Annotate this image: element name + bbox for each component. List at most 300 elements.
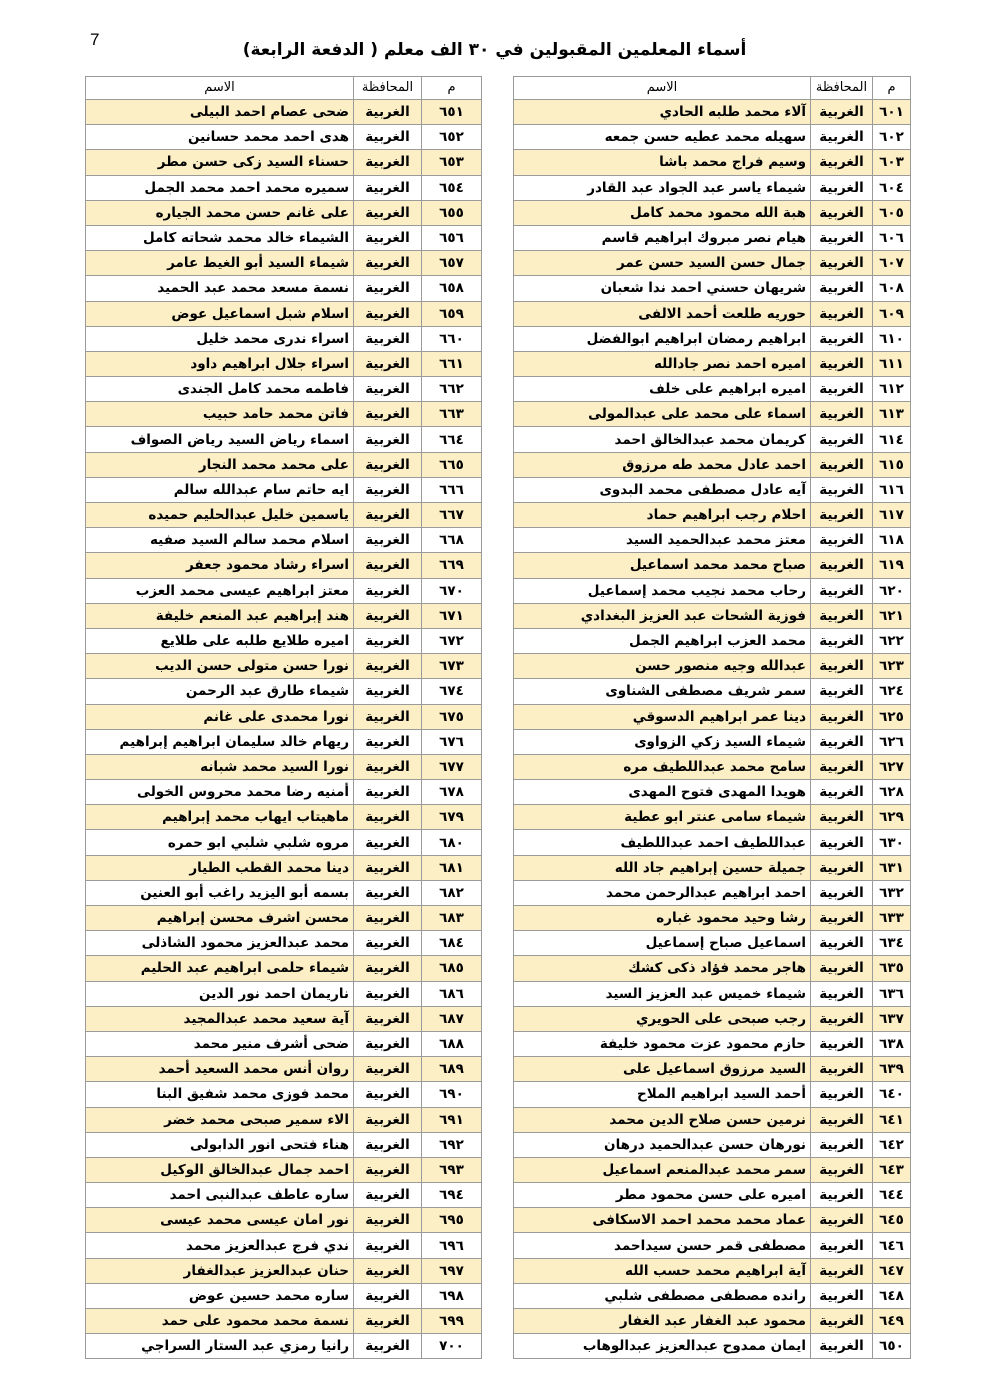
table-body-left bbox=[86, 100, 482, 1359]
table-body-right bbox=[514, 100, 911, 1359]
row-number: ٦١٩ bbox=[873, 553, 911, 578]
row-name: اسماء رياض السيد رياض الصواف bbox=[86, 427, 354, 452]
table-row bbox=[514, 351, 911, 376]
row-governorate: الغربية bbox=[811, 326, 873, 351]
table-row bbox=[514, 754, 911, 779]
table-row bbox=[514, 477, 911, 502]
row-governorate: الغربية bbox=[811, 477, 873, 502]
table-row bbox=[86, 931, 482, 956]
row-number: ٦٩٤ bbox=[422, 1183, 482, 1208]
row-governorate: الغربية bbox=[354, 855, 422, 880]
row-number: ٦٩٠ bbox=[422, 1082, 482, 1107]
row-name: ايه حاتم سام عبدالله سالم bbox=[86, 477, 354, 502]
table-row bbox=[86, 377, 482, 402]
row-number: ٦٢٣ bbox=[873, 654, 911, 679]
row-name: صباح محمد محمد اسماعيل bbox=[514, 553, 811, 578]
table-row bbox=[514, 1309, 911, 1334]
row-governorate: الغربية bbox=[811, 931, 873, 956]
row-number: ٦٢١ bbox=[873, 603, 911, 628]
row-governorate: الغربية bbox=[354, 931, 422, 956]
row-name: بسمه أبو اليزيد راغب أبو العنين bbox=[86, 880, 354, 905]
table-row bbox=[86, 704, 482, 729]
row-name: ريهام خالد سليمان ابراهيم إبراهيم bbox=[86, 729, 354, 754]
row-name: جمال حسن السيد حسن عمر bbox=[514, 251, 811, 276]
row-name: فاطمه محمد كامل الجندى bbox=[86, 377, 354, 402]
row-governorate: الغربية bbox=[811, 528, 873, 553]
row-number: ٦٨١ bbox=[422, 855, 482, 880]
row-name: مروه شلبي شلبي ابو حمره bbox=[86, 830, 354, 855]
table-row bbox=[86, 1309, 482, 1334]
row-name: ندي فرج عبدالعزيز محمد bbox=[86, 1233, 354, 1258]
row-number: ٦٦٠ bbox=[422, 326, 482, 351]
table-row bbox=[514, 981, 911, 1006]
table-row bbox=[514, 578, 911, 603]
row-number: ٦٩٥ bbox=[422, 1208, 482, 1233]
table-row bbox=[86, 225, 482, 250]
table-row bbox=[514, 780, 911, 805]
row-name: شيماء السيد أبو الغيط عامر bbox=[86, 251, 354, 276]
table-row bbox=[514, 1183, 911, 1208]
row-number: ٦٢٧ bbox=[873, 754, 911, 779]
row-name: محمد العزب ابراهيم الجمل bbox=[514, 628, 811, 653]
row-governorate: الغربية bbox=[811, 1157, 873, 1182]
row-name: وسيم فراج محمد باشا bbox=[514, 150, 811, 175]
row-number: ٦٢٢ bbox=[873, 628, 911, 653]
row-governorate: الغربية bbox=[811, 1334, 873, 1359]
table-row bbox=[86, 578, 482, 603]
table-row bbox=[514, 326, 911, 351]
row-number: ٦٣٧ bbox=[873, 1006, 911, 1031]
row-governorate: الغربية bbox=[811, 578, 873, 603]
row-governorate: الغربية bbox=[811, 754, 873, 779]
row-governorate: الغربية bbox=[811, 351, 873, 376]
row-number: ٦١٣ bbox=[873, 402, 911, 427]
table-row bbox=[86, 351, 482, 376]
row-name: معتز محمد عبدالحميد السيد bbox=[514, 528, 811, 553]
row-number: ٦٧٢ bbox=[422, 628, 482, 653]
table-row bbox=[514, 1208, 911, 1233]
table-row bbox=[86, 125, 482, 150]
row-name: هند إبراهيم عبد المنعم خليفة bbox=[86, 603, 354, 628]
row-name: احمد جمال عبدالخالق الوكيل bbox=[86, 1157, 354, 1182]
row-number: ٦٠٧ bbox=[873, 251, 911, 276]
row-governorate: الغربية bbox=[811, 276, 873, 301]
row-governorate: الغربية bbox=[811, 603, 873, 628]
table-row bbox=[514, 1031, 911, 1056]
table-row bbox=[86, 780, 482, 805]
table-row bbox=[514, 175, 911, 200]
table-row bbox=[86, 1057, 482, 1082]
row-name: سميره محمد احمد محمد الجمل bbox=[86, 175, 354, 200]
row-number: ٦٥٢ bbox=[422, 125, 482, 150]
row-name: محسن اشرف محسن إبراهيم bbox=[86, 906, 354, 931]
row-number: ٦٣١ bbox=[873, 855, 911, 880]
row-number: ٦٣٢ bbox=[873, 880, 911, 905]
table-row bbox=[86, 654, 482, 679]
row-number: ٦٤٧ bbox=[873, 1258, 911, 1283]
row-governorate: الغربية bbox=[811, 1233, 873, 1258]
row-governorate: الغربية bbox=[354, 1283, 422, 1308]
row-governorate: الغربية bbox=[354, 1309, 422, 1334]
table-header-row bbox=[86, 77, 482, 100]
row-number: ٦٦٢ bbox=[422, 377, 482, 402]
row-name: اسلام شبل اسماعيل عوض bbox=[86, 301, 354, 326]
table-row bbox=[86, 477, 482, 502]
row-name: آيه عادل مصطفى محمد البدوى bbox=[514, 477, 811, 502]
row-governorate: الغربية bbox=[811, 553, 873, 578]
table-row bbox=[86, 175, 482, 200]
row-name: نورهان حسن عبدالحميد درهان bbox=[514, 1132, 811, 1157]
row-number: ٦٤٥ bbox=[873, 1208, 911, 1233]
row-name: أحمد السيد ابراهيم الملاح bbox=[514, 1082, 811, 1107]
row-number: ٦٥٨ bbox=[422, 276, 482, 301]
table-row bbox=[86, 100, 482, 125]
table-row bbox=[86, 427, 482, 452]
row-number: ٦٩٢ bbox=[422, 1132, 482, 1157]
row-number: ٦٩٨ bbox=[422, 1283, 482, 1308]
row-name: على غانم حسن محمد الجياره bbox=[86, 200, 354, 225]
row-name: على محمد محمد النجار bbox=[86, 452, 354, 477]
row-governorate: الغربية bbox=[811, 729, 873, 754]
table-row bbox=[86, 1334, 482, 1359]
table-row bbox=[86, 1107, 482, 1132]
page-title: أسماء المعلمين المقبولين في ٣٠ الف معلم ( الدفعة الرابعة) bbox=[242, 40, 747, 60]
row-name: اميره احمد نصر جادالله bbox=[514, 351, 811, 376]
row-governorate: الغربية bbox=[354, 956, 422, 981]
row-name: اميره ابراهيم على خلف bbox=[514, 377, 811, 402]
row-governorate: الغربية bbox=[811, 1283, 873, 1308]
row-governorate: الغربية bbox=[354, 225, 422, 250]
row-name: ساره عاطف عبدالنبى احمد bbox=[86, 1183, 354, 1208]
table-row bbox=[514, 553, 911, 578]
row-number: ٦٥٩ bbox=[422, 301, 482, 326]
row-number: ٦٥٤ bbox=[422, 175, 482, 200]
table-row bbox=[86, 880, 482, 905]
row-governorate: الغربية bbox=[354, 301, 422, 326]
row-number: ٦٣٨ bbox=[873, 1031, 911, 1056]
table-row bbox=[86, 1208, 482, 1233]
row-governorate: الغربية bbox=[811, 704, 873, 729]
row-governorate: الغربية bbox=[354, 1006, 422, 1031]
row-name: سهيله محمد عطيه حسن جمعه bbox=[514, 125, 811, 150]
row-governorate: الغربية bbox=[811, 100, 873, 125]
table-row bbox=[86, 906, 482, 931]
table-row bbox=[514, 276, 911, 301]
row-governorate: الغربية bbox=[811, 1132, 873, 1157]
row-name: رجب صبحى على الحويري bbox=[514, 1006, 811, 1031]
row-name: نسمة محمد محمود على حمد bbox=[86, 1309, 354, 1334]
row-number: ٦٢٥ bbox=[873, 704, 911, 729]
row-name: سمر شريف مصطفى الشناوى bbox=[514, 679, 811, 704]
row-number: ٦٤٢ bbox=[873, 1132, 911, 1157]
row-number: ٦٦٣ bbox=[422, 402, 482, 427]
table-row bbox=[514, 931, 911, 956]
row-number: ٦٦١ bbox=[422, 351, 482, 376]
row-governorate: الغربية bbox=[811, 452, 873, 477]
row-governorate: الغربية bbox=[811, 1183, 873, 1208]
row-number: ٦٤٨ bbox=[873, 1283, 911, 1308]
row-number: ٦٧٠ bbox=[422, 578, 482, 603]
row-governorate: الغربية bbox=[811, 503, 873, 528]
row-governorate: الغربية bbox=[354, 754, 422, 779]
row-name: مصطفى قمر حسن سيداحمد bbox=[514, 1233, 811, 1258]
row-name: رشا وحيد محمود غباره bbox=[514, 906, 811, 931]
row-governorate: الغربية bbox=[354, 1208, 422, 1233]
table-row bbox=[86, 981, 482, 1006]
table-row bbox=[514, 452, 911, 477]
row-name: نسمة مسعد محمد عبد الحميد bbox=[86, 276, 354, 301]
row-name: شيماء حلمى ابراهيم عبد الحليم bbox=[86, 956, 354, 981]
row-number: ٦٧٣ bbox=[422, 654, 482, 679]
row-governorate: الغربية bbox=[811, 679, 873, 704]
table-row bbox=[86, 628, 482, 653]
table-row bbox=[86, 1183, 482, 1208]
table-row bbox=[514, 729, 911, 754]
row-number: ٦٦٦ bbox=[422, 477, 482, 502]
row-number: ٦٨٤ bbox=[422, 931, 482, 956]
row-name: نورا حسن متولى حسن الديب bbox=[86, 654, 354, 679]
row-name: نورا السيد محمد شبانه bbox=[86, 754, 354, 779]
row-number: ٦٤١ bbox=[873, 1107, 911, 1132]
row-name: اسلام محمد سالم السيد صفيه bbox=[86, 528, 354, 553]
row-number: ٦٣٩ bbox=[873, 1057, 911, 1082]
row-governorate: الغربية bbox=[354, 880, 422, 905]
row-governorate: الغربية bbox=[811, 805, 873, 830]
row-number: ٦٧٦ bbox=[422, 729, 482, 754]
row-governorate: الغربية bbox=[811, 251, 873, 276]
row-name: ايمان ممدوح عبدالعزيز عبدالوهاب bbox=[514, 1334, 811, 1359]
row-number: ٦٨٩ bbox=[422, 1057, 482, 1082]
row-name: معتز ابراهيم عيسى محمد العزب bbox=[86, 578, 354, 603]
row-governorate: الغربية bbox=[811, 427, 873, 452]
row-governorate: الغربية bbox=[354, 780, 422, 805]
table-row bbox=[86, 1283, 482, 1308]
row-governorate: الغربية bbox=[811, 200, 873, 225]
row-governorate: الغربية bbox=[354, 981, 422, 1006]
row-number: ٦٣٦ bbox=[873, 981, 911, 1006]
row-name: عماد محمد محمد احمد الاسكافى bbox=[514, 1208, 811, 1233]
table-row bbox=[86, 1132, 482, 1157]
table-row bbox=[86, 553, 482, 578]
row-name: حازم محمود عزت محمود خليفة bbox=[514, 1031, 811, 1056]
row-governorate: الغربية bbox=[354, 175, 422, 200]
row-name: فوزية الشحات عبد العزيز البغدادي bbox=[514, 603, 811, 628]
table-row bbox=[86, 805, 482, 830]
row-name: نور امان عيسى محمد عيسى bbox=[86, 1208, 354, 1233]
row-name: جميلة حسين إبراهيم جاد الله bbox=[514, 855, 811, 880]
table-row bbox=[86, 679, 482, 704]
row-name: ابراهيم رمضان ابراهيم ابوالفضل bbox=[514, 326, 811, 351]
row-governorate: الغربية bbox=[354, 150, 422, 175]
row-name: اسماعيل صباح إسماعيل bbox=[514, 931, 811, 956]
row-name: محمود عبد الغفار عبد الغفار bbox=[514, 1309, 811, 1334]
row-governorate: الغربية bbox=[354, 402, 422, 427]
row-name: هدى احمد محمد حسانين bbox=[86, 125, 354, 150]
row-name: ناريمان احمد نور الدين bbox=[86, 981, 354, 1006]
row-governorate: الغربية bbox=[354, 326, 422, 351]
row-governorate: الغربية bbox=[354, 906, 422, 931]
table-row bbox=[514, 880, 911, 905]
table-row bbox=[514, 628, 911, 653]
table-row bbox=[514, 805, 911, 830]
row-number: ٧٠٠ bbox=[422, 1334, 482, 1359]
table-row bbox=[86, 452, 482, 477]
row-number: ٦٠١ bbox=[873, 100, 911, 125]
row-number: ٦٤٩ bbox=[873, 1309, 911, 1334]
row-number: ٦٠٥ bbox=[873, 200, 911, 225]
row-number: ٦١٦ bbox=[873, 477, 911, 502]
row-number: ٦١٢ bbox=[873, 377, 911, 402]
row-number: ٦٦٤ bbox=[422, 427, 482, 452]
row-name: احمد ابراهيم عبدالرحمن محمد bbox=[514, 880, 811, 905]
row-number: ٦٩٣ bbox=[422, 1157, 482, 1182]
table-row bbox=[86, 200, 482, 225]
table-row bbox=[514, 603, 911, 628]
row-name: هبة الله محمود محمد كامل bbox=[514, 200, 811, 225]
row-number: ٦٢٤ bbox=[873, 679, 911, 704]
row-number: ٦٣٣ bbox=[873, 906, 911, 931]
row-number: ٦٤٤ bbox=[873, 1183, 911, 1208]
row-name: محمد عبدالعزيز محمود الشاذلى bbox=[86, 931, 354, 956]
row-governorate: الغربية bbox=[354, 125, 422, 150]
row-number: ٦٨٢ bbox=[422, 880, 482, 905]
row-number: ٦١٧ bbox=[873, 503, 911, 528]
row-name: اسراء ندرى محمد خليل bbox=[86, 326, 354, 351]
row-name: احلام رجب ابراهيم حماد bbox=[514, 503, 811, 528]
row-governorate: الغربية bbox=[354, 603, 422, 628]
row-number: ٦٠٤ bbox=[873, 175, 911, 200]
row-number: ٦١٨ bbox=[873, 528, 911, 553]
row-number: ٦٠٩ bbox=[873, 301, 911, 326]
table-row bbox=[86, 528, 482, 553]
row-number: ٦٤٣ bbox=[873, 1157, 911, 1182]
row-number: ٦٣٥ bbox=[873, 956, 911, 981]
row-governorate: الغربية bbox=[354, 805, 422, 830]
row-name: عبدالله وجيه منصور حسن bbox=[514, 654, 811, 679]
table-row bbox=[514, 225, 911, 250]
table-row bbox=[86, 603, 482, 628]
table-row bbox=[514, 402, 911, 427]
table-row bbox=[514, 1082, 911, 1107]
row-governorate: الغربية bbox=[354, 351, 422, 376]
table-row bbox=[86, 1082, 482, 1107]
row-name: شيماء خميس عبد العزيز السيد bbox=[514, 981, 811, 1006]
row-governorate: الغربية bbox=[811, 150, 873, 175]
row-number: ٦٢٩ bbox=[873, 805, 911, 830]
row-number: ٦٦٥ bbox=[422, 452, 482, 477]
page-number: 7 bbox=[90, 30, 100, 49]
row-governorate: الغربية bbox=[811, 1258, 873, 1283]
row-number: ٦٢٨ bbox=[873, 780, 911, 805]
row-number: ٦٨٥ bbox=[422, 956, 482, 981]
row-number: ٦٠٢ bbox=[873, 125, 911, 150]
row-name: سامح محمد عبداللطيف مره bbox=[514, 754, 811, 779]
table-row bbox=[514, 1132, 911, 1157]
row-name: دينا محمد القطب الطيار bbox=[86, 855, 354, 880]
row-number: ٦٥٧ bbox=[422, 251, 482, 276]
row-name: هاجر محمد فؤاد ذكى كشك bbox=[514, 956, 811, 981]
row-governorate: الغربية bbox=[811, 628, 873, 653]
row-governorate: الغربية bbox=[354, 654, 422, 679]
row-name: عبداللطيف احمد عبداللطيف bbox=[514, 830, 811, 855]
row-name: هيام نصر مبروك ابراهيم قاسم bbox=[514, 225, 811, 250]
row-name: رحاب محمد نجيب محمد إسماعيل bbox=[514, 578, 811, 603]
row-governorate: الغربية bbox=[354, 830, 422, 855]
row-governorate: الغربية bbox=[811, 1006, 873, 1031]
table-row bbox=[514, 377, 911, 402]
row-number: ٦٩١ bbox=[422, 1107, 482, 1132]
row-name: حوريه طلعت أحمد الالفى bbox=[514, 301, 811, 326]
row-governorate: الغربية bbox=[354, 427, 422, 452]
row-governorate: الغربية bbox=[354, 628, 422, 653]
table-header-row bbox=[514, 77, 911, 100]
row-number: ٦٣٤ bbox=[873, 931, 911, 956]
row-name: سمر محمد عبدالمنعم اسماعيل bbox=[514, 1157, 811, 1182]
row-name: السيد مرزوق اسماعيل على bbox=[514, 1057, 811, 1082]
row-name: حنان عبدالعزيز عبدالغفار bbox=[86, 1258, 354, 1283]
row-governorate: الغربية bbox=[811, 301, 873, 326]
table-row bbox=[86, 1031, 482, 1056]
row-name: ماهيتاب ايهاب محمد إبراهيم bbox=[86, 805, 354, 830]
row-name: آلاء محمد طلبه الحادي bbox=[514, 100, 811, 125]
table-row bbox=[514, 1157, 911, 1182]
table-row bbox=[514, 830, 911, 855]
row-number: ٦٥١ bbox=[422, 100, 482, 125]
table-row bbox=[86, 855, 482, 880]
row-name: شيماء طارق عبد الرحمن bbox=[86, 679, 354, 704]
table-row bbox=[86, 1006, 482, 1031]
table-row bbox=[86, 1233, 482, 1258]
row-name: كريمان محمد عبدالخالق احمد bbox=[514, 427, 811, 452]
row-name: نورا محمدى على غانم bbox=[86, 704, 354, 729]
table-row bbox=[514, 956, 911, 981]
row-governorate: الغربية bbox=[811, 855, 873, 880]
table-row bbox=[514, 200, 911, 225]
row-name: ضحى أشرف منير محمد bbox=[86, 1031, 354, 1056]
row-governorate: الغربية bbox=[811, 125, 873, 150]
row-name: اسماء على محمد على عبدالمولى bbox=[514, 402, 811, 427]
table-row bbox=[514, 654, 911, 679]
table-row bbox=[86, 503, 482, 528]
table-row bbox=[514, 855, 911, 880]
row-governorate: الغربية bbox=[811, 830, 873, 855]
row-governorate: الغربية bbox=[354, 377, 422, 402]
table-row bbox=[86, 150, 482, 175]
row-governorate: الغربية bbox=[811, 1082, 873, 1107]
row-name: اميره طلايع طلبه على طلايع bbox=[86, 628, 354, 653]
header-num: م bbox=[873, 77, 911, 100]
row-number: ٦١١ bbox=[873, 351, 911, 376]
table-row bbox=[86, 251, 482, 276]
names-table-left bbox=[85, 76, 482, 1359]
row-name: حسناء السيد زكى حسن مطر bbox=[86, 150, 354, 175]
table-row bbox=[86, 1157, 482, 1182]
row-number: ٦٦٨ bbox=[422, 528, 482, 553]
row-number: ٦٥٦ bbox=[422, 225, 482, 250]
row-governorate: الغربية bbox=[354, 200, 422, 225]
row-name: ساره محمد حسين عوض bbox=[86, 1283, 354, 1308]
row-name: محمد فوزى محمد شفيق البنا bbox=[86, 1082, 354, 1107]
row-governorate: الغربية bbox=[354, 1258, 422, 1283]
table-row bbox=[514, 100, 911, 125]
table-row bbox=[514, 1258, 911, 1283]
table-row bbox=[86, 301, 482, 326]
row-number: ٦٥٥ bbox=[422, 200, 482, 225]
table-row bbox=[514, 1334, 911, 1359]
row-name: رانيا رمزي عبد الستار السراجي bbox=[86, 1334, 354, 1359]
row-number: ٦٧٧ bbox=[422, 754, 482, 779]
header-gov: المحافظة bbox=[811, 77, 873, 100]
